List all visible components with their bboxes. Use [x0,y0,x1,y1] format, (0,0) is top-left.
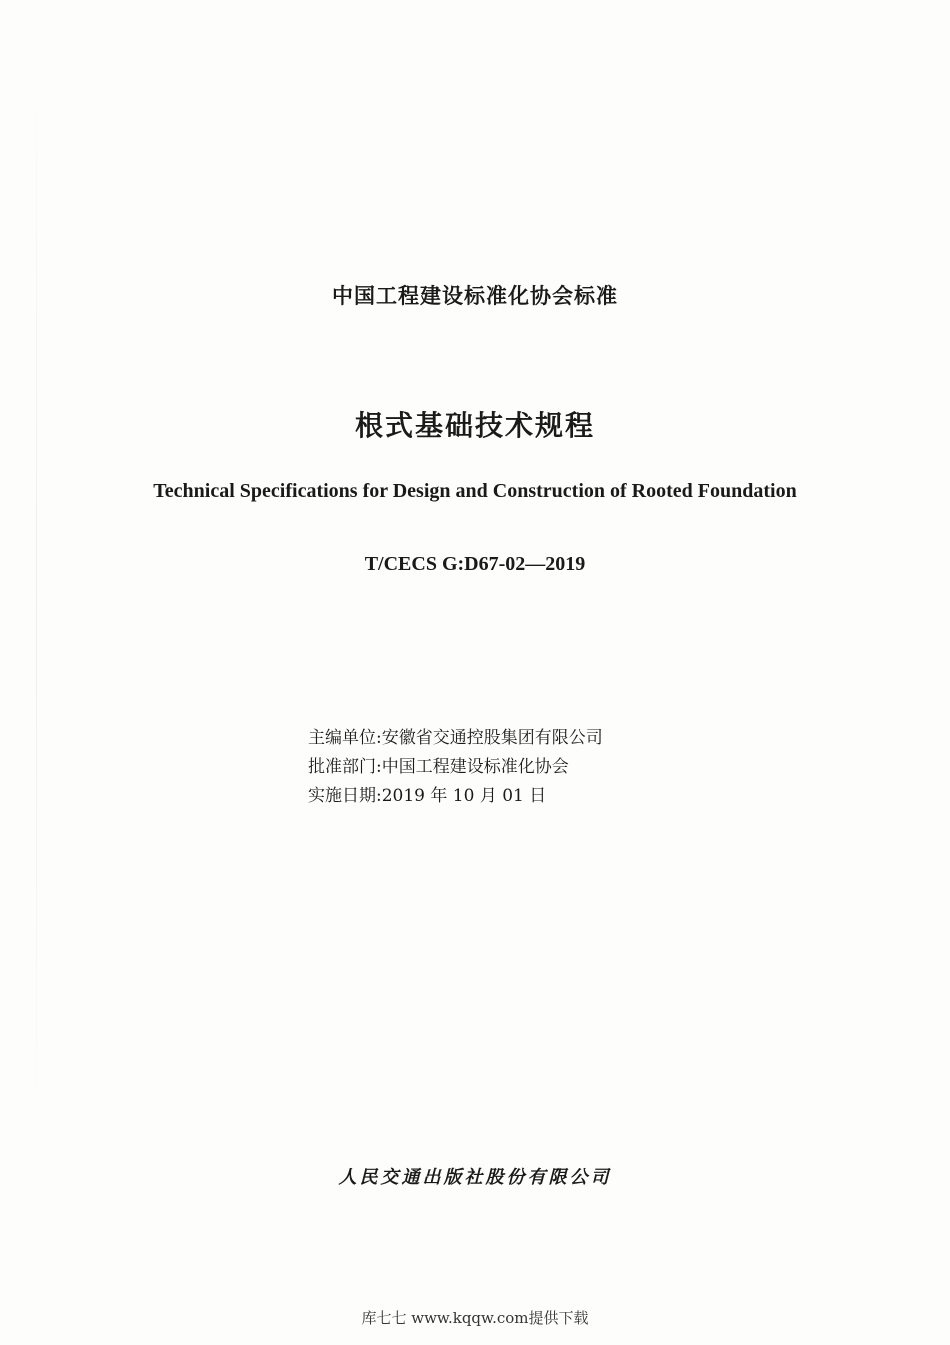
document-title-chinese: 根式基础技术规程 [354,409,595,442]
chief-editor-unit: 主编单位:安徽省交通控股集团有限公司 [308,728,603,748]
download-watermark: 库七七 www.kqqw.com提供下载 [361,1309,589,1327]
scan-edge-mark [36,10,37,1190]
association-standard-heading: 中国工程建设标准化协会标准 [332,284,618,308]
publisher-name: 人民交通出版社股份有限公司 [338,1167,612,1188]
approval-department: 批准部门:中国工程建设标准化协会 [308,757,569,777]
document-title-english: Technical Specifications for Design and Construction of Rooted Foundation [153,480,797,502]
standard-code: T/CECS G:D67-02—2019 [364,553,586,575]
document-metadata [308,724,603,811]
effective-date: 实施日期:2019 年 10 月 01 日 [308,786,547,806]
